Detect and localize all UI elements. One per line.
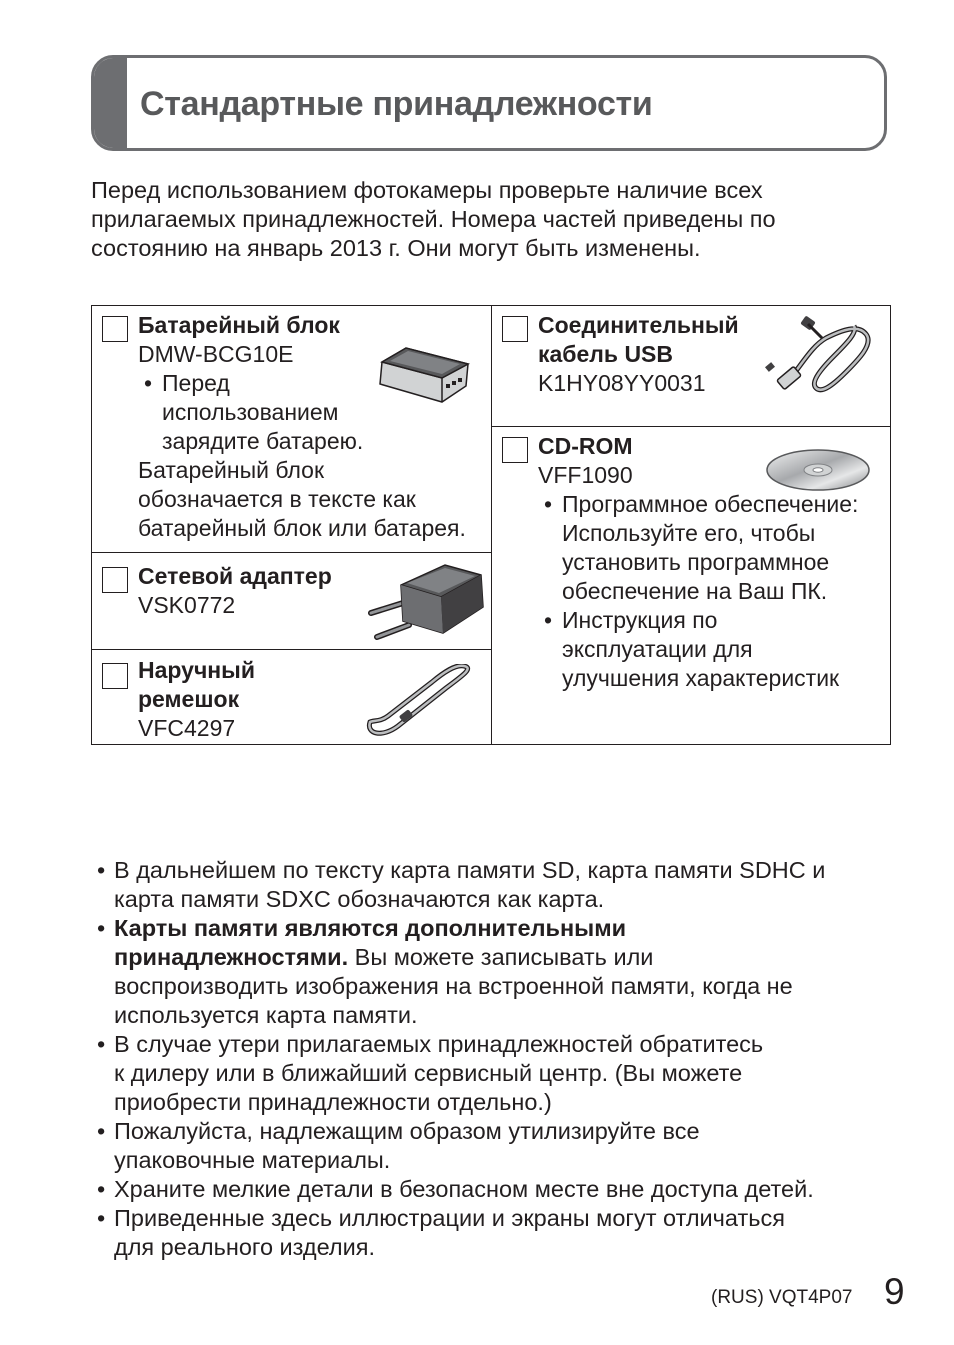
note-item (95, 1175, 915, 1204)
intro-paragraph (91, 176, 871, 263)
note-line: • В дальнейшем по тексту карта памяти SD, карта памяти SDHC и (114, 857, 826, 883)
strap-checkbox[interactable] (102, 663, 128, 689)
battery-note-line: Батарейный блок (138, 457, 325, 483)
note-line: для реального изделия. (114, 1234, 376, 1260)
note-line: • Пожалуйста, надлежащим образом утилизируйте все (114, 1118, 700, 1144)
ac-adapter-illustration (367, 559, 487, 645)
accessories-table (91, 305, 891, 745)
note-bold-text: принадлежностями. (114, 944, 349, 970)
battery-note-line: обозначается в тексте как (138, 486, 416, 512)
strap-text (138, 656, 255, 743)
cdrom-bullet-line: эксплуатации для (562, 636, 753, 662)
note-line (114, 943, 915, 972)
battery-note-line: батарейный блок или батарея. (138, 515, 466, 541)
accessory-ac-adapter (91, 552, 492, 650)
note-line: • Храните мелкие детали в безопасном месте вне доступа детей. (114, 1176, 814, 1202)
battery-bullet-line: зарядите батарею. (162, 428, 364, 454)
accessory-hand-strap (91, 649, 492, 745)
page-title: Стандартные принадлежности (140, 85, 653, 123)
notes-list (95, 856, 915, 1262)
note-line: к дилеру или в ближайший сервисный центр. (Вы можете (114, 1060, 743, 1086)
note-item (95, 856, 915, 914)
page-number: 9 (884, 1271, 905, 1312)
cdrom-bullet-line: • Инструкция по (562, 607, 718, 633)
accessory-usb-cable (491, 305, 891, 427)
section-header (91, 55, 887, 151)
cdrom-bullet-line: улучшения характеристик (562, 665, 840, 691)
note-text: Вы можете записывать или (348, 944, 654, 970)
accessory-cd-rom (491, 426, 891, 745)
battery-name: Батарейный блок (138, 312, 340, 338)
cdrom-bullet-line: Используйте его, чтобы (562, 520, 816, 546)
battery-code: DMW-BCG10E (138, 341, 294, 367)
intro-line: Перед использованием фотокамеры проверьте наличие всех (91, 177, 763, 203)
note-line: приобрести принадлежности отдельно.) (114, 1089, 552, 1115)
note-line: упаковочные материалы. (114, 1147, 391, 1173)
usb-name-line: кабель USB (538, 341, 674, 367)
cdrom-bullet-line: обеспечение на Ваш ПК. (562, 578, 828, 604)
note-line: • В случае утери прилагаемых принадлежностей обратитесь (114, 1031, 764, 1057)
cd-rom-illustration (764, 447, 872, 493)
usb-cable-illustration (762, 312, 876, 398)
strap-code: VFC4297 (138, 715, 236, 741)
adapter-checkbox[interactable] (102, 567, 128, 593)
note-line: карта памяти SDXC обозначаются как карта. (114, 886, 605, 912)
cdrom-bullet-line: • Программное обеспечение: (562, 491, 859, 517)
intro-line: прилагаемых принадлежностей. Номера частей приведены по (91, 206, 776, 232)
usb-text (538, 311, 739, 398)
note-item (95, 1030, 915, 1117)
cdrom-bullets (540, 490, 858, 693)
usb-checkbox[interactable] (502, 316, 528, 342)
cdrom-code: VFF1090 (538, 462, 633, 488)
cdrom-bullet (540, 490, 858, 606)
note-item (95, 914, 915, 1030)
hand-strap-illustration (362, 664, 477, 738)
header-accent-bar (94, 58, 127, 148)
document-code: (RUS) VQT4P07 (711, 1287, 853, 1308)
note-bold-text: • Карты памяти являются дополнительными (114, 915, 627, 941)
battery-bullet-line: использованием (162, 399, 339, 425)
intro-line: состоянию на январь 2013 г. Они могут быть изменены. (91, 235, 701, 261)
note-line: • Приведенные здесь иллюстрации и экраны могут отличаться (114, 1205, 785, 1231)
cdrom-bullet (540, 606, 858, 693)
note-line: воспроизводить изображения на встроенной памяти, когда не (114, 973, 793, 999)
note-item (95, 1117, 915, 1175)
adapter-code: VSK0772 (138, 592, 236, 618)
cdrom-bullet-line: установить программное (562, 549, 830, 575)
strap-name-line: ремешок (138, 686, 240, 712)
strap-name-line: Наручный (138, 657, 255, 683)
accessory-battery (91, 305, 492, 553)
note-item (95, 1204, 915, 1262)
usb-code: K1HY08YY0031 (538, 370, 706, 396)
adapter-name: Сетевой адаптер (138, 563, 332, 589)
adapter-text (138, 562, 332, 620)
note-line: используется карта памяти. (114, 1002, 418, 1028)
cdrom-checkbox[interactable] (502, 437, 528, 463)
cdrom-name: CD-ROM (538, 433, 633, 459)
battery-checkbox[interactable] (102, 316, 128, 342)
usb-name-line: Соединительный (538, 312, 739, 338)
battery-bullet-line: • Перед (162, 370, 230, 396)
battery-illustration (376, 344, 472, 406)
